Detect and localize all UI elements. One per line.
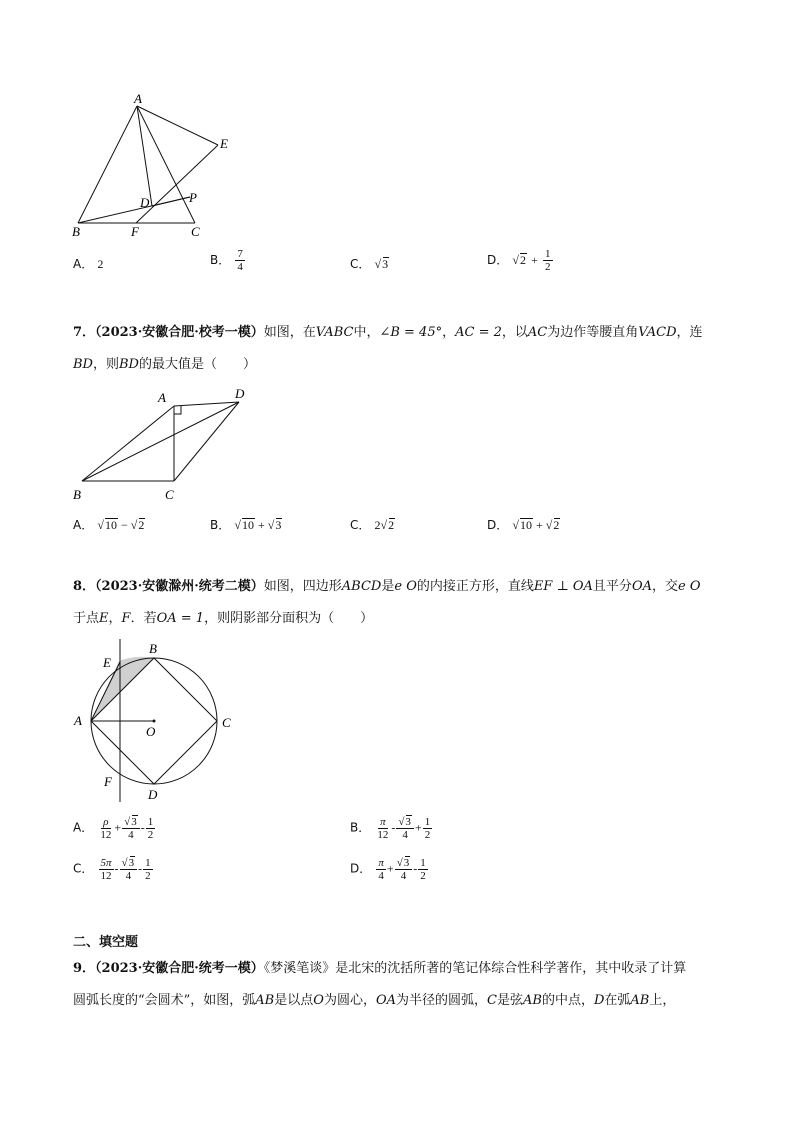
- q7-option-a[interactable]: A． √ 10 − √ 2: [73, 514, 145, 537]
- q8-stem-line2: 于点E，F．若OA = 1，则阴影部分面积为（ ）: [73, 611, 374, 626]
- q8-label-c: C: [222, 715, 231, 730]
- q6-figure: [60, 90, 250, 240]
- q7-label-b: B: [73, 487, 81, 502]
- q6-label-d: D: [140, 195, 150, 210]
- q6-label-b: B: [72, 224, 80, 239]
- q6-label-a: A: [134, 91, 142, 106]
- section-heading: 二、填空题: [73, 935, 139, 950]
- q9-stem-line2: 圆弧长度的“会圆术”，如图，弧AB是以点O为圆心，OA为半径的圆弧，C是弦AB的中点，D在弧AB上，: [73, 993, 676, 1008]
- q8-option-d[interactable]: D． $\frac{\pi}{4}$ + √ $\frac{3}{4}$ - $\frac{1}{2}$: [350, 856, 429, 882]
- q7-label-d: D: [235, 386, 245, 401]
- q8-label-e: E: [103, 655, 111, 670]
- q8-label-o: O: [146, 724, 156, 739]
- q7-label-a: A: [158, 390, 166, 405]
- q8-figure: [65, 635, 250, 810]
- q7-option-b[interactable]: B． √ 10 + √ 3: [210, 514, 282, 537]
- q8-label-f: F: [104, 774, 112, 789]
- q7-figure: [65, 382, 265, 507]
- q6-label-c: C: [191, 224, 200, 239]
- q7-option-d[interactable]: D． √ 10 + √ 2: [487, 514, 560, 537]
- q6-option-c[interactable]: C． √ 3: [350, 253, 389, 276]
- q7-stem-line2: BD，则BD的最大值是（ ）: [73, 357, 256, 372]
- q6-option-b[interactable]: B． $\frac{7}{4}$: [210, 248, 243, 273]
- q8-label-d: D: [148, 787, 158, 802]
- q8-option-c[interactable]: C． $\frac{5\pi}{12}$ - √ $\frac{3}{4}$ - $\frac{1}{2}$: [73, 856, 154, 882]
- q6-option-a[interactable]: A． 2: [73, 257, 104, 271]
- q8-label-a: A: [74, 713, 82, 728]
- q8-stem-line1: 8．（2023·安徽滁州·统考二模）如图，四边形ABCD是e O的内接正方形，直线EF ⊥ OA且平分OA，交e O: [73, 579, 701, 594]
- q7-stem-line1: 7．（2023·安徽合肥·校考一模）如图，在VABC中，∠B = 45°，AC = 2，以AC为边作等腰直角VACD，连: [73, 325, 703, 340]
- q6-option-d[interactable]: D． √ 2 + $\frac{1}{2}$: [487, 248, 554, 273]
- q8-option-b[interactable]: B． $\frac{\pi}{12}$ - √ $\frac{3}{4}$ + $\frac{1}{2}$: [350, 815, 433, 841]
- q6-label-p: P: [189, 190, 197, 205]
- q9-stem-line1: 9．（2023·安徽合肥·统考一模）《梦溪笔谈》是北宋的沈括所著的笔记体综合性科学著作，其中收录了计算: [73, 961, 687, 976]
- q8-label-b: B: [149, 641, 157, 656]
- q6-label-f: F: [131, 224, 139, 239]
- q6-label-e: E: [220, 136, 228, 151]
- q7-option-c[interactable]: C． 2√ 2: [350, 514, 395, 537]
- q8-option-a[interactable]: A． $\frac{\rho}{12}$ + √ $\frac{3}{4}$ - $\frac{1}{2}$: [73, 815, 156, 841]
- q7-label-c: C: [165, 487, 174, 502]
